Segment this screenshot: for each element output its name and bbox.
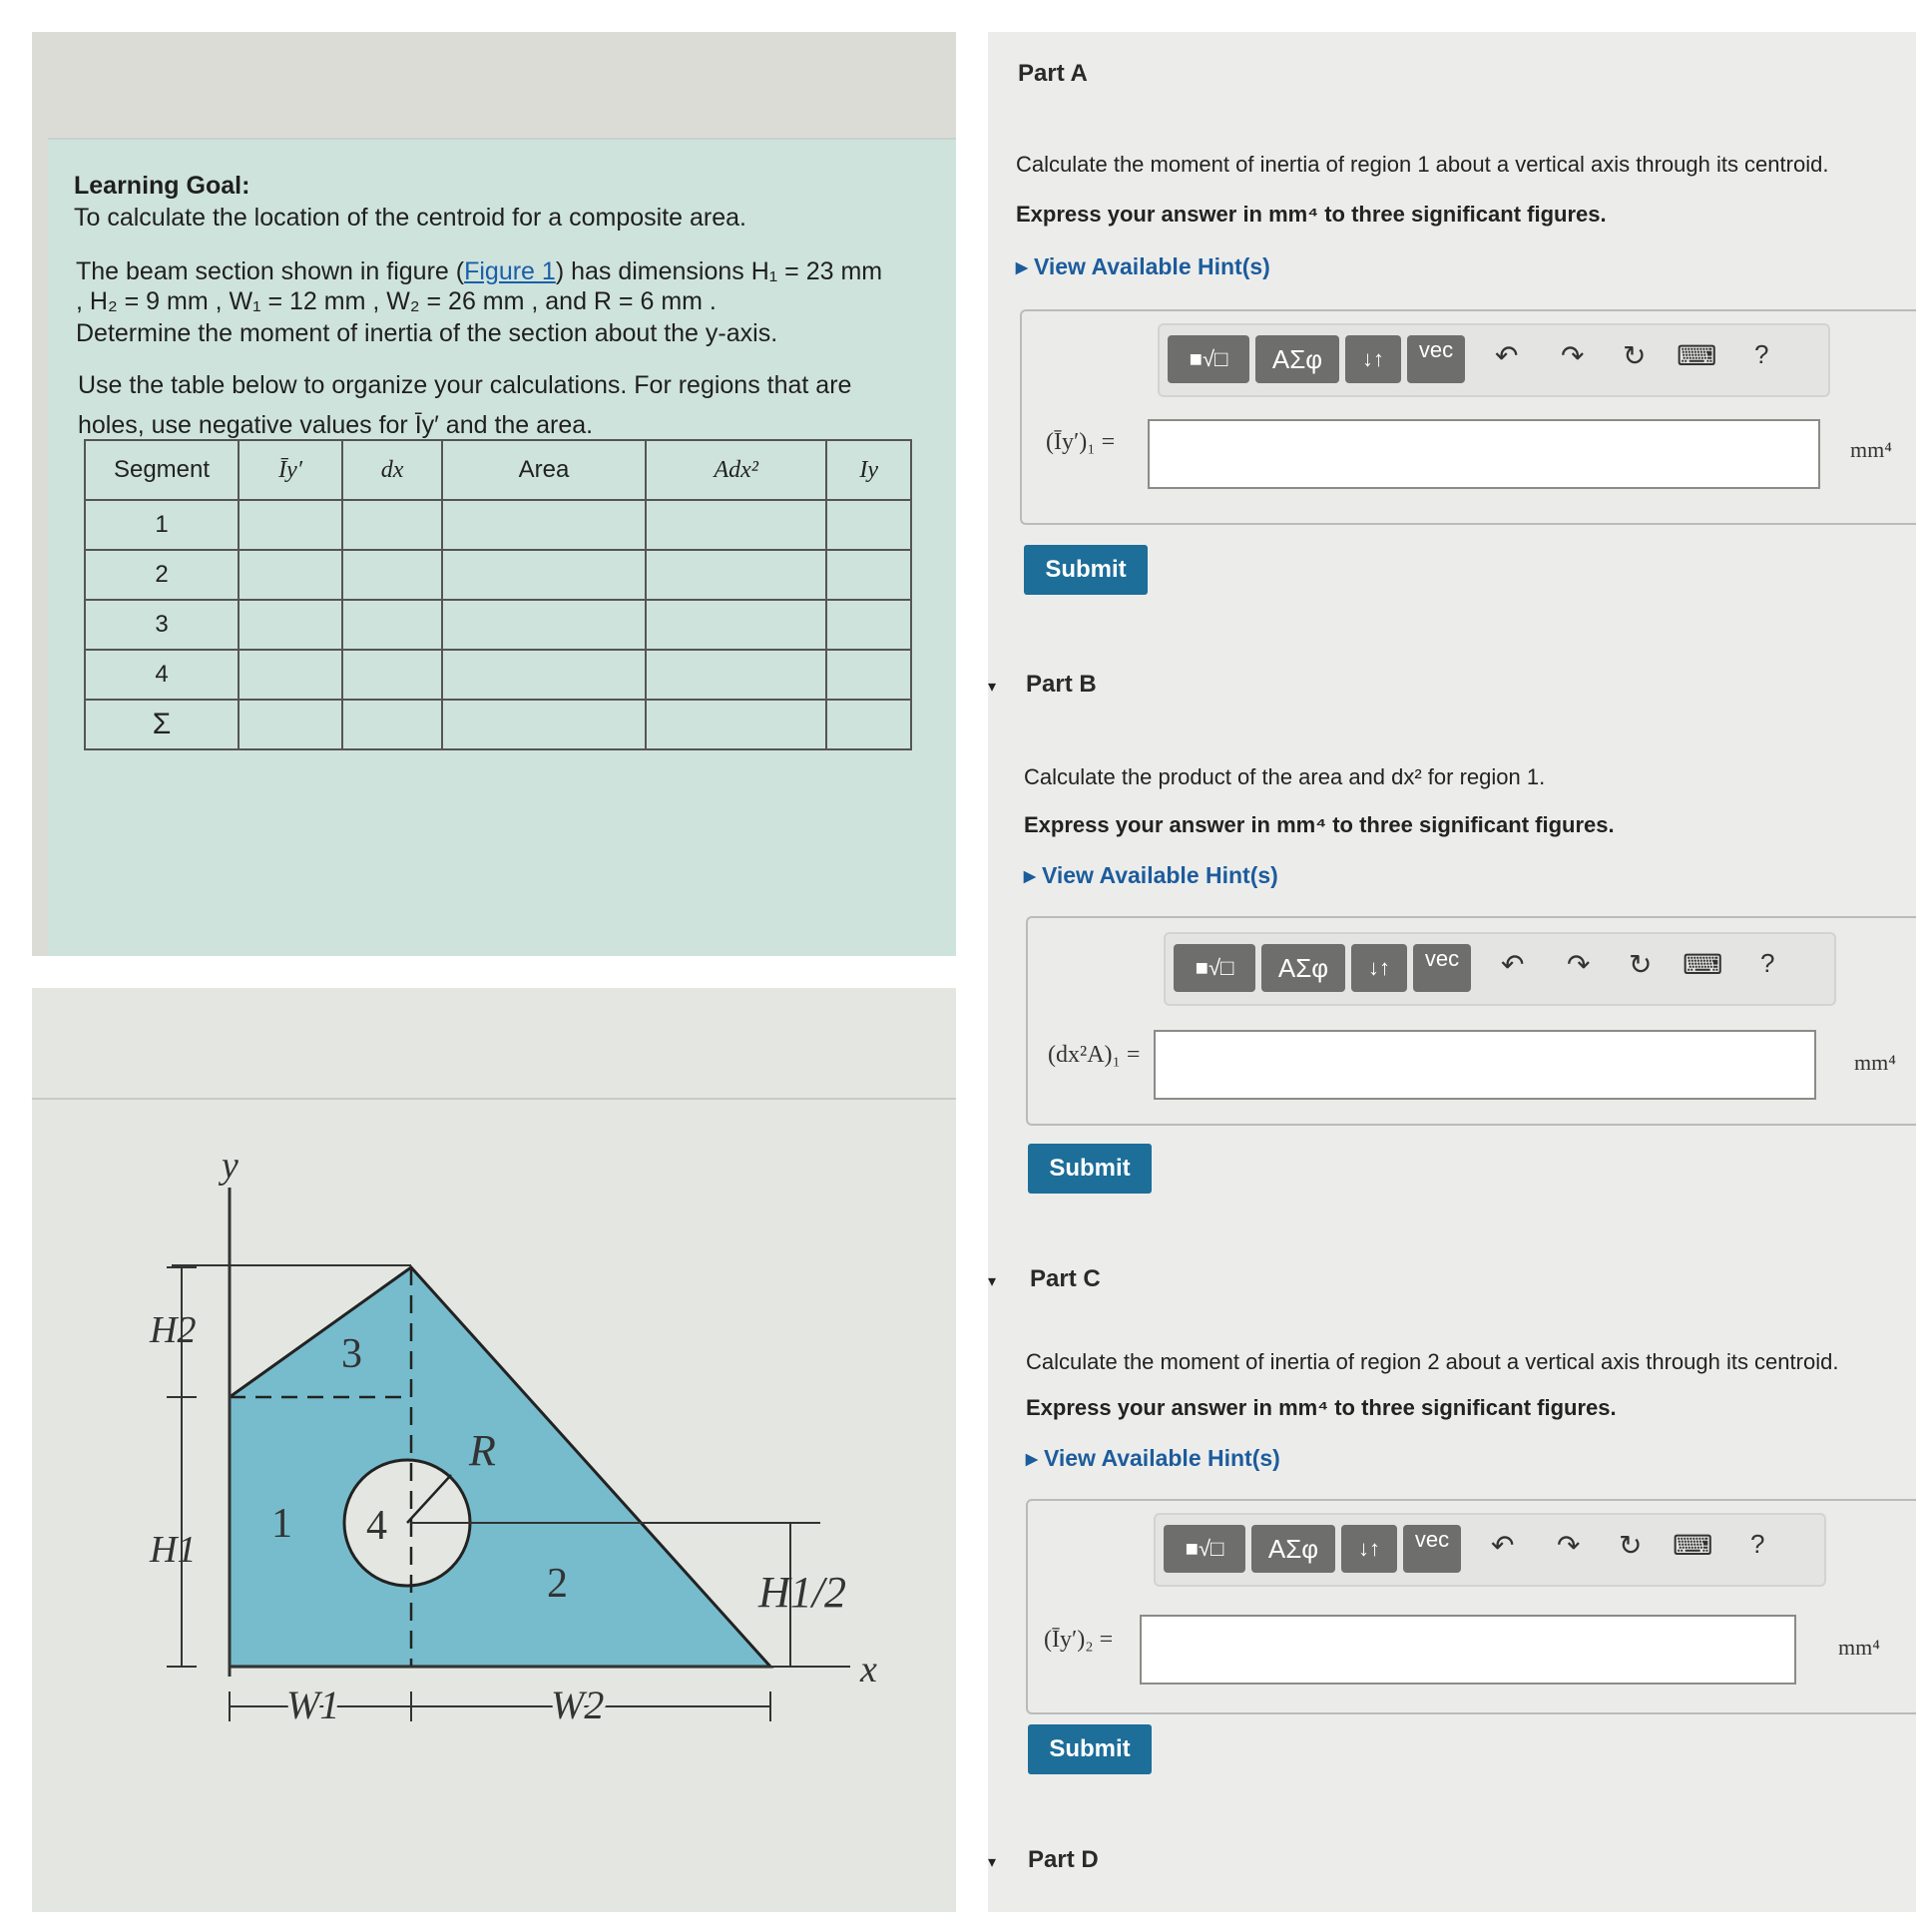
part-a-hint-link[interactable] — [1016, 253, 1270, 280]
subscript-button[interactable]: ↓↑ — [1345, 335, 1401, 383]
part-b-hint-link[interactable] — [1024, 862, 1278, 889]
header-segment: Segment — [85, 440, 239, 500]
region-1-label: 1 — [271, 1501, 292, 1547]
table-cell — [646, 650, 826, 700]
problem-statement-line2: , H₂ = 9 mm , W₁ = 12 mm , W₂ = 26 mm , and R = 6 mm . — [76, 287, 717, 315]
part-c-math-toolbar — [1154, 1513, 1826, 1587]
problem-statement-start: The beam section shown in figure ( — [76, 257, 465, 285]
part-a-answer-input[interactable] — [1148, 419, 1820, 489]
beam-section-figure — [32, 988, 956, 1912]
table-cell — [826, 600, 911, 650]
table-cell — [239, 500, 342, 550]
part-b-title: Part B — [1026, 671, 1097, 698]
caret-right-icon: ▸ — [1016, 253, 1034, 279]
table-row — [85, 500, 911, 550]
part-a-unit: mm⁴ — [1850, 437, 1892, 462]
segment-cell: 2 — [85, 550, 239, 600]
parts-panel — [988, 32, 1916, 1912]
table-cell — [342, 700, 442, 749]
table-cell — [826, 700, 911, 749]
table-cell — [342, 650, 442, 700]
table-cell — [239, 700, 342, 749]
help-icon[interactable]: ? — [1754, 339, 1769, 369]
segment-cell: 4 — [85, 650, 239, 700]
templates-button[interactable]: ■√□ — [1164, 1525, 1245, 1573]
part-c-question: Calculate the moment of inertia of region 2 about a vertical axis through its centroid. — [1026, 1349, 1839, 1374]
header-adx2: Adx² — [646, 440, 826, 500]
table-cell — [646, 700, 826, 749]
r-label: R — [469, 1426, 496, 1475]
hint-label: View Available Hint(s) — [1041, 862, 1278, 888]
w2-label: W2 — [551, 1683, 605, 1727]
h2-label: H2 — [150, 1309, 197, 1351]
table-cell — [646, 550, 826, 600]
table-cell — [239, 600, 342, 650]
beam-section-shape — [230, 1267, 770, 1667]
table-cell — [826, 650, 911, 700]
table-cell — [442, 550, 646, 600]
undo-icon[interactable]: ↶ — [1501, 949, 1525, 980]
vector-button[interactable]: vec — [1407, 335, 1465, 383]
part-d-title: Part D — [1028, 1846, 1099, 1873]
part-a-express: Express your answer in mm⁴ to three significant figures. — [1016, 202, 1607, 227]
table-cell — [826, 500, 911, 550]
greek-symbols-button[interactable]: ΑΣφ — [1255, 335, 1339, 383]
table-cell — [239, 550, 342, 600]
caret-right-icon: ▸ — [1024, 862, 1042, 888]
w1-label: W1 — [286, 1683, 340, 1727]
part-b-answer-input[interactable] — [1154, 1030, 1816, 1100]
table-cell — [646, 600, 826, 650]
caret-right-icon: ▸ — [1026, 1445, 1044, 1471]
part-b-question: Calculate the product of the area and dx² for region 1. — [1024, 764, 1546, 789]
table-cell — [646, 500, 826, 550]
part-b-answer-box — [1026, 916, 1916, 1126]
table-cell — [442, 500, 646, 550]
learning-goal-title: Learning Goal: — [74, 172, 250, 200]
redo-icon[interactable]: ↷ — [1567, 949, 1591, 980]
table-cell — [442, 700, 646, 749]
table-header-row — [85, 440, 911, 500]
undo-icon[interactable]: ↶ — [1495, 340, 1519, 371]
keyboard-icon[interactable]: ⌨ — [1683, 949, 1723, 980]
keyboard-icon[interactable]: ⌨ — [1677, 340, 1717, 371]
figure-panel — [32, 988, 956, 1912]
region-3-label: 3 — [341, 1331, 362, 1377]
part-c-submit-button[interactable]: Submit — [1028, 1724, 1152, 1774]
learning-goal-panel — [32, 32, 956, 956]
table-cell — [342, 550, 442, 600]
caret-down-icon[interactable]: ▾ — [988, 679, 997, 696]
templates-button[interactable]: ■√□ — [1174, 944, 1255, 992]
part-b-unit: mm⁴ — [1854, 1050, 1896, 1075]
region-2-label: 2 — [547, 1561, 568, 1607]
caret-down-icon[interactable]: ▾ — [988, 1854, 997, 1871]
calculation-table — [84, 439, 912, 750]
problem-statement-line1 — [76, 255, 882, 287]
header-dx: dx — [342, 440, 442, 500]
subscript-button[interactable]: ↓↑ — [1351, 944, 1407, 992]
table-instructions-line1: Use the table below to organize your calculations. For regions that are — [78, 371, 852, 399]
part-a-variable-label: (Īy′)₁ = — [1046, 429, 1116, 455]
redo-icon[interactable]: ↷ — [1561, 340, 1585, 371]
table-cell — [442, 600, 646, 650]
header-area: Area — [442, 440, 646, 500]
table-cell — [239, 650, 342, 700]
table-row — [85, 550, 911, 600]
part-b-variable-label: (dx²A)₁ = — [1048, 1042, 1141, 1068]
learning-goal-text: To calculate the location of the centroid for a composite area. — [74, 204, 746, 232]
help-icon[interactable]: ? — [1760, 948, 1775, 978]
part-b-express: Express your answer in mm⁴ to three significant figures. — [1024, 812, 1615, 837]
part-c-answer-input[interactable] — [1140, 1615, 1796, 1685]
greek-symbols-button[interactable]: ΑΣφ — [1261, 944, 1345, 992]
table-row — [85, 600, 911, 650]
help-icon[interactable]: ? — [1750, 1529, 1765, 1559]
problem-statement-line3: Determine the moment of inertia of the section about the y-axis. — [76, 319, 778, 347]
segment-cell: 1 — [85, 500, 239, 550]
part-c-express: Express your answer in mm⁴ to three significant figures. — [1026, 1395, 1617, 1420]
table-row — [85, 650, 911, 700]
vector-button[interactable]: vec — [1403, 1525, 1461, 1573]
header-iy: Iy — [826, 440, 911, 500]
part-a-title: Part A — [1018, 60, 1088, 87]
reset-icon[interactable]: ↻ — [1623, 340, 1647, 371]
table-instructions-line2: holes, use negative values for Īy′ and the area. — [78, 411, 594, 439]
figure-1-link[interactable]: Figure 1 — [464, 257, 556, 285]
part-a-submit-button[interactable]: Submit — [1024, 545, 1148, 595]
reset-icon[interactable]: ↻ — [1629, 949, 1653, 980]
table-cell — [342, 600, 442, 650]
region-4-label: 4 — [366, 1503, 387, 1549]
header-iy-bar: Īy′ — [239, 440, 342, 500]
part-a-answer-box — [1020, 309, 1916, 525]
part-c-variable-label: (Īy′)₂ = — [1044, 1627, 1114, 1653]
table-cell — [342, 500, 442, 550]
x-axis-label: x — [860, 1649, 877, 1690]
part-a-math-toolbar — [1158, 323, 1830, 397]
h1-label: H1 — [150, 1529, 197, 1571]
templates-button[interactable]: ■√□ — [1168, 335, 1249, 383]
caret-down-icon[interactable]: ▾ — [988, 1273, 997, 1290]
redo-icon[interactable]: ↷ — [1557, 1530, 1581, 1561]
part-c-title: Part C — [1030, 1265, 1101, 1292]
part-b-math-toolbar — [1164, 932, 1836, 1006]
hint-label: View Available Hint(s) — [1033, 253, 1270, 279]
greek-symbols-button[interactable]: ΑΣφ — [1251, 1525, 1335, 1573]
problem-dimensions: ) has dimensions H₁ = 23 mm — [555, 257, 883, 285]
keyboard-icon[interactable]: ⌨ — [1673, 1530, 1713, 1561]
subscript-button[interactable]: ↓↑ — [1341, 1525, 1397, 1573]
part-c-unit: mm⁴ — [1838, 1635, 1880, 1660]
sum-cell: Σ — [85, 700, 239, 749]
table-cell — [826, 550, 911, 600]
table-cell — [442, 650, 646, 700]
y-axis-label: y — [222, 1145, 239, 1187]
h1-half-label: H1/2 — [758, 1568, 846, 1617]
hint-label: View Available Hint(s) — [1043, 1445, 1280, 1471]
undo-icon[interactable]: ↶ — [1491, 1530, 1515, 1561]
part-c-hint-link[interactable] — [1026, 1445, 1280, 1472]
part-c-answer-box — [1026, 1499, 1916, 1714]
reset-icon[interactable]: ↻ — [1619, 1530, 1643, 1561]
segment-cell: 3 — [85, 600, 239, 650]
table-sum-row — [85, 700, 911, 749]
part-a-question: Calculate the moment of inertia of region 1 about a vertical axis through its centroid. — [1016, 152, 1829, 177]
part-b-submit-button[interactable]: Submit — [1028, 1144, 1152, 1194]
vector-button[interactable]: vec — [1413, 944, 1471, 992]
